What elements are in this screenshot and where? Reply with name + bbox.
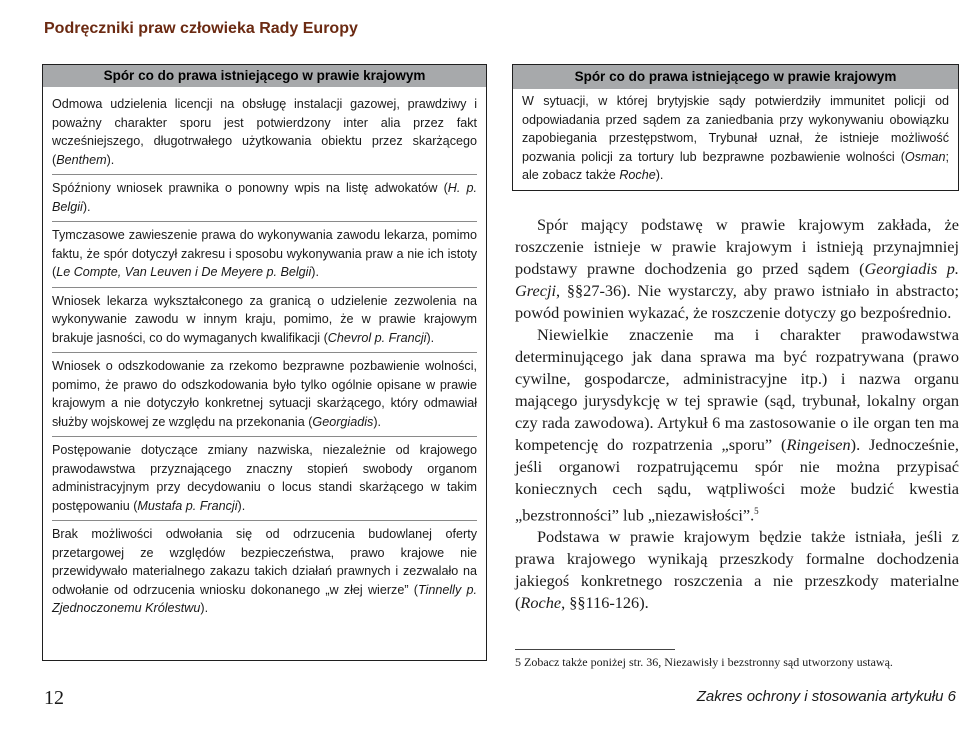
case-citation: Georgiadis p. Grecji [515, 259, 960, 300]
right-sidebar-box [512, 64, 959, 191]
case-citation: Le Compte, Van Leuven i De Meyere p. Belgii [56, 265, 312, 279]
case-entry: Spóźniony wniosek prawnika o ponowny wpis na listę adwokatów (H. p. Belgii). [52, 175, 477, 222]
right-box-title: Spór co do prawa istniejącego w prawie krajowym [513, 65, 958, 89]
case-entry: Brak możliwości odwołania się od odrzucenia budowlanej oferty przetargowej ze względów bezpieczeństwa, prawo krajowe nie przewidywało materialnego zakazu takich działań prawnych i zezwalało na odwołanie od odrzucenia wniosku dokonanego „w złej wierze” (Tinnelly p. Zjednoczonemu Królestwu). [52, 527, 477, 615]
case-entry: Tymczasowe zawieszenie prawa do wykonywania zawodu lekarza, pomimo faktu, że spór dotyczył zakresu i sposobu wykonywania praw a nie ich istoty (Le Compte, Van Leuven i De Meyere p. Belgii). [52, 222, 477, 288]
left-sidebar-box [42, 64, 487, 661]
left-box-entries [43, 87, 486, 623]
right-box-text: W sytuacji, w której brytyjskie sądy potwierdziły immunitet policji od odpowiadania przed sądem za zaniedbania przy wykonywaniu obowiązku zapobiegania przestępstwom, Trybunał uznał, że istnieje możliwość pozwania policji za tortury lub bezprawne pozbawienie wolności (Osman; ale zobacz także Roche). [522, 94, 949, 182]
running-header-title: Podręczniki praw człowieka Rady Europy [44, 20, 358, 37]
case-citation: Roche [619, 168, 656, 182]
body-paragraph: Niewielkie znaczenie ma i charakter prawodawstwa determinującego jak dana sprawa ma być rozpatrywana (prawo cywilne, gospodarcze, administracyjne itp.) i nazwa organu mającego jurysdykcję w tej sprawie (sąd, trybunał, lokalny organ czy rada zawodowa). Artykuł 6 ma zastosowanie o ile organ ten ma kompetencję do rozpatrzenia „sporu” (Ringeisen). Jednocześnie, jeśli organowi rozpatrującemu spór nie można przypisać koniecznych cech sądu, wątpliwości może budzić kwestia „bezstronności” lub „niezawisłości”.$^5$ [515, 325, 959, 525]
running-footer-title: Zakres ochrony i stosowania artykułu 6 [696, 688, 956, 705]
case-citation: Mustafa p. Francji [137, 498, 238, 513]
main-body-text [515, 214, 959, 614]
case-entry: Odmowa udzielenia licencji na obsługę instalacji gazowej, prawdziwy i poważny charakter sporu jest potwierdzony inter alia przez fakt wcześniejszego, długotrwałego użytkowania obiektu przez skarżącego (Benthem). [52, 91, 477, 175]
case-citation: H. p. Belgii [52, 181, 477, 214]
footnote-reference[interactable]: 5 [754, 506, 759, 516]
case-citation: Chevrol p. Francji [327, 330, 427, 345]
case-citation: Ringeisen [786, 435, 851, 454]
footnote: 5 Zobacz także poniżej str. 36, Niezawisły i bezstronny sąd utworzony ustawą. [515, 655, 893, 669]
body-paragraph: Podstawa w prawie krajowym będzie także istniała, jeśli z prawa krajowego wynikają przeszkody formalne dochodzenia jakiegoś konkretnego roszczenia a nie przeszkody materialne (Roche, §§116-126). [515, 527, 959, 613]
case-citation: Benthem [56, 152, 107, 167]
case-citation: Georgiadis [312, 414, 374, 429]
case-citation: Roche [520, 593, 562, 613]
body-paragraph: Spór mający podstawę w prawie krajowym zakłada, że roszczenie istnieje w prawie krajowym i istnieją przynajmniej podstawy prawne dochodzenia go przed sądem (Georgiadis p. Grecji, §§27-36). Nie wystarczy, aby prawo istniało in abstracto; powód powinien wykazać, że roszczenie dotyczy go bezpośrednio. [515, 215, 960, 322]
case-entry: Postępowanie dotyczące zmiany nazwiska, niezależnie od krajowego prawodawstwa przyznającego znaczny stopień swobody organom administracyjnym przy decydowaniu o locus standi skarżącego w takim postępowaniu (Mustafa p. Francji). [52, 437, 477, 521]
case-entry: Wniosek lekarza wykształconego za granicą o udzielenie zezwolenia na wykonywanie zawodu w innym kraju, pomimo, że w prawie krajowym brakuje jasności, co do wymaganych kwalifikacji (Chevrol p. Francji). [52, 288, 477, 354]
case-citation: Tinnelly p. Zjednoczonemu Królestwu [52, 582, 477, 615]
case-citation: Osman [904, 149, 946, 164]
left-box-title: Spór co do prawa istniejącego w prawie krajowym [43, 65, 486, 87]
page-number: 12 [44, 687, 64, 709]
footnote-divider [515, 649, 675, 650]
case-entry: Wniosek o odszkodowanie za rzekomo bezprawne pozbawienie wolności, pomimo, że prawo do odszkodowania było tylko ogólnie opisane w prawie krajowym a nie dotyczyło konkretnej sytuacji skarżącego, który odmawiał służby wojskowej ze względu na przekonania (Georgiadis). [52, 353, 477, 437]
